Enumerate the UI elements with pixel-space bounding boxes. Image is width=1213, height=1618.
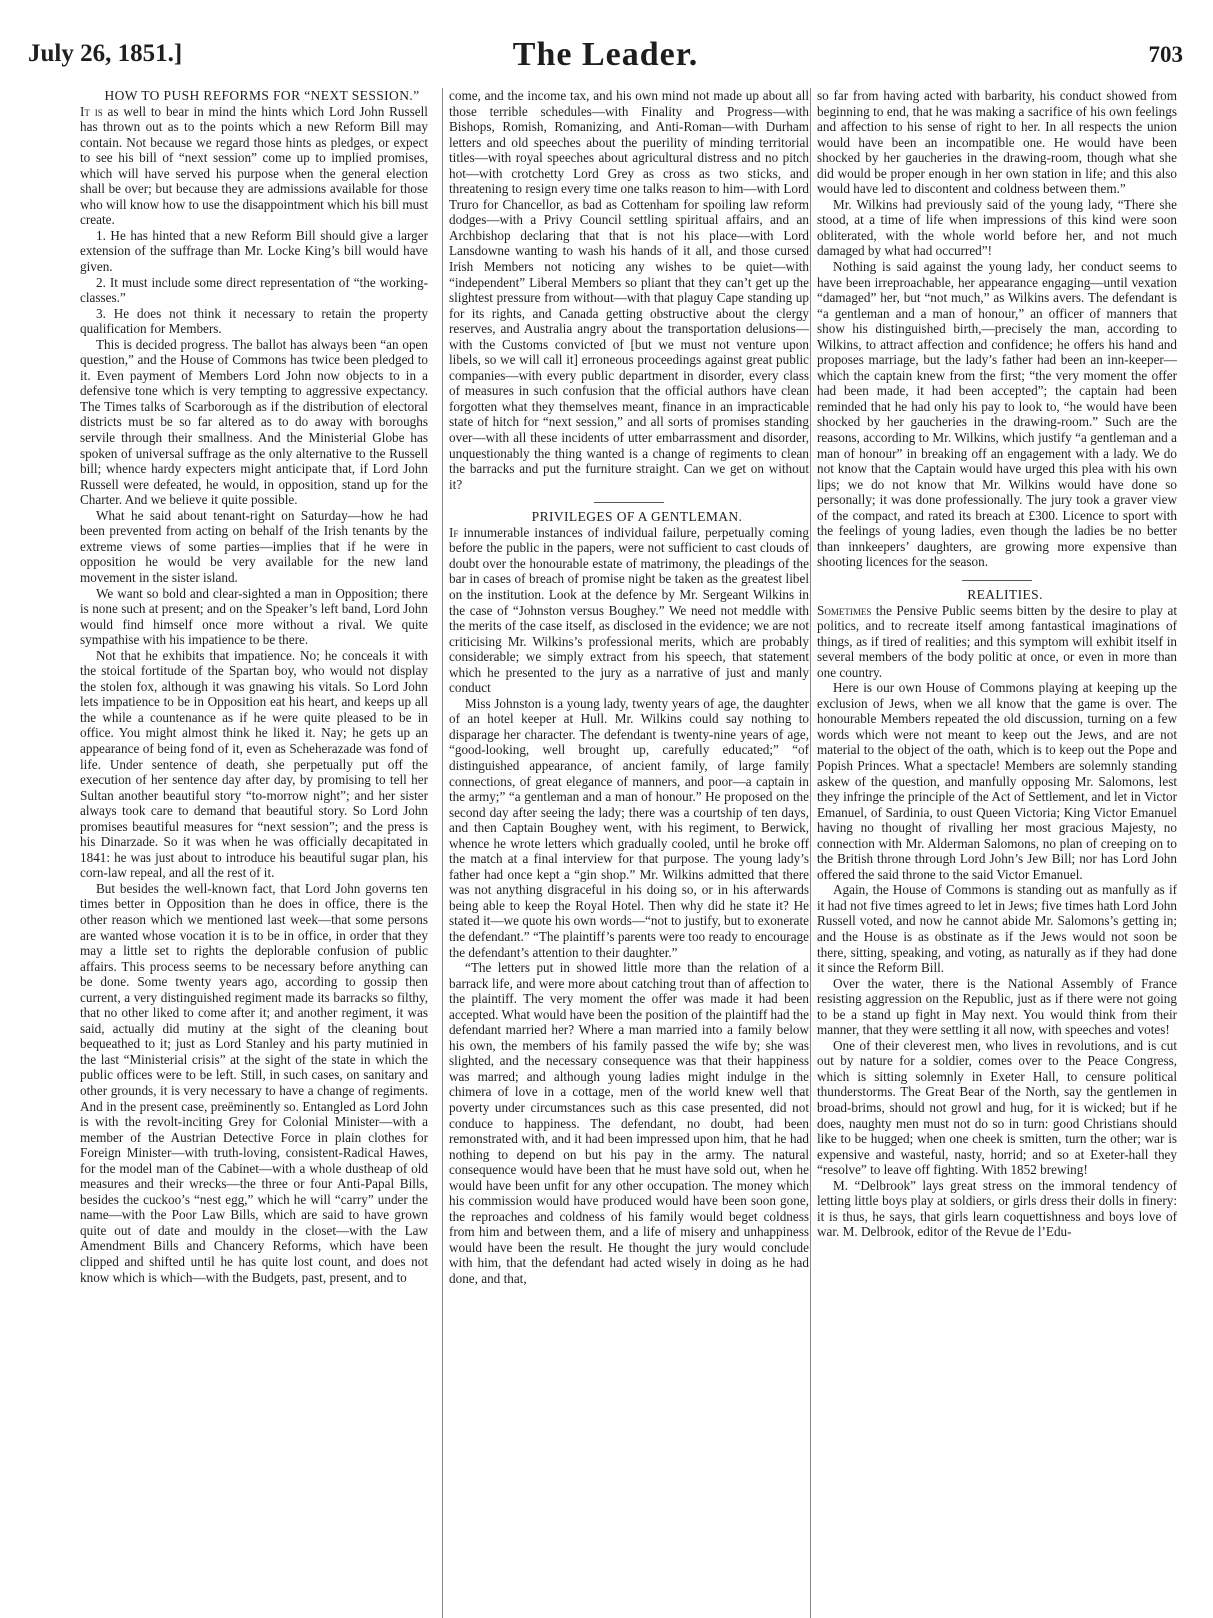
section-divider: [962, 580, 1032, 581]
paragraph: Nothing is said against the young lady, her conduct seems to have been irreproachable, her appearance engaging—until vexation “damaged” her, but “not much,” as Wilkins avers. The defendant is “a gentleman and a man of honour,” an officer of manners that show his distinguished birth,—precisely the man, according to Wilkins, to attract affection and confidence; he offers his hand and proposes marriage, but the lady’s father had been an inn-keeper—which the captain knew from the first; “the very moment the offer had been made, it had been accepted”; the captain had been reminded that he had only his pay to look to, “he would have been shocked by her gaucheries in the drawing-room.” Such are the reasons, according to Mr. Wilkins, which justify “a gentleman and a man of honour” in breaking off an engagement with a lady. We do not know that the Captain would have urged this plea with his own lips; we do not know that Mr. Wilkins would have done so personally; it was done professionally. The jury took a graver view of the compact, and rated its breach at £300. Licence to sport with the feelings of young ladies, even though the ladies be no better than innkeepers’ daughters, are growing more expensive than shooting licences for the season.: [817, 259, 1177, 570]
article-heading: HOW TO PUSH REFORMS FOR “NEXT SESSION.”: [104, 88, 420, 103]
paragraph: M. “Delbrook” lays great stress on the immoral tendency of letting little boys play at soldiers, or girls dress their dolls in finery: it is thus, he says, that girls learn coquettishness and boys love of war. M. Delbrook, editor of the Revue de l’Edu-: [817, 1177, 1177, 1240]
paragraph: But besides the well-known fact, that Lord John governs ten times better in Opposition than he does in office, there is the other reason which we mentioned last week—that some persons are wanted whose vocation it is to be in office, in order that they may a little set to rights the deplorable confusion of public affairs. This process seems to be necessary before anything can be done. Some twenty years ago, according to gossip then current, a very distinguished regiment made its barracks so filthy, that no other liked to come after it; and another regiment, it was said, actually did mutiny at the sight of the cleaning bout bequeathed to it; just as Lord Stanley and his party mutinied in the last “Ministerial crisis” at the sight of the state in which the public offices were to be left. Still, in such cases, on sanitary and other grounds, it is very necessary to have a change of regiments. And in the present case, preëminently so. Entangled as Lord John is with the revolt-inciting Grey for Colonial Minister—with a member of the Austrian Detective Force in plain clothes for Foreign Minister—with truth-loving, consistent-Radical Hawes, for the model man of the Cabinet—with a whole dustheap of old measures and their wrecks—the three or four Anti-Papal Bills, besides the cuckoo’s “nest egg,” which he will “carry” under the name—with the Poor Law Bills, which are said to have grown quite out of date and mouldy in the closet—with the Law Amendment Bills and Chancery Reforms, which have been clipped and shifted until he has quite lost count, and does not know which is which—with the Budgets, past, present, and to: [80, 880, 428, 1285]
article-heading: REALITIES.: [967, 586, 1043, 602]
column-2: [442, 88, 809, 1618]
paragraph: Again, the House of Commons is standing out as manfully as if it had not five times agreed to let in Jews; five times hath Lord John Russell voted, and now he cannot abide Mr. Salomons’s getting in; and the House is as obstinate as if the Jews would not soon be there, sitting, speaking, and voting, as naturally as if they had done it since the Reform Bill.: [817, 882, 1177, 976]
paragraph: Not that he exhibits that impatience. No; he conceals it with the stoical fortitude of the Spartan boy, who would not display the stolen fox, although it was gnawing his vitals. So Lord John lets impatience to be in Opposition eat his heart, and keeps up all the while a countenance as if he were quite pleased to be in office. You might almost think he liked it. Nay; he gets up an appearance of being fond of it, even as Scheherazade was fond of life. Under sentence of death, she perpetually put off the execution of her sentence day after day, by promising to tell her Sultan another beautiful story “to-morrow night”; and her sister always took care to demand that beautiful story. So Lord John promises beautiful measures for “next session”; and the press is his Dinarzade. So it was when he was officially decapitated in 1841: he was just about to introduce his beautiful sugar plan, his corn-law repeal, and all the rest of it.: [80, 647, 428, 881]
list-item: 3. He does not think it necessary to retain the property qualification for Members.: [80, 305, 428, 337]
section-divider: [594, 502, 664, 503]
paragraph: This is decided progress. The ballot has always been “an open question,” and the House of Commons has twice been pledged to it. Even payment of Members Lord John now objects to in a defensive tone which is very tempting to aggressive expectancy. The Times talks of Scarborough as if the distribution of electoral districts must be so far altered as to do away with boroughs servile through their smallness. And the Ministerial Globe has spoken of universal suffrage as the only alternative to the Russell bill; whence hardy expecters might anticipate that, if Lord John Russell were defeated, he would, in opposition, stand up for the Charter. And we believe it quite possible.: [80, 336, 428, 508]
paragraph: If innumerable instances of individual failure, perpetually coming before the public in the papers, were not sufficient to cast clouds of doubt over the honourable estate of matrimony, the pleadings of the bar in cases of breach of promise night be taken as the greatest libel on the institution. Look at the defence by Mr. Sergeant Wilkins in the case of “Johnston versus Boughey.” We need not meddle with the merits of the case itself, as disclosed in the evidence; we are not criticising Mr. Wilkins’s professional merits, which are probably considerable; we simply extract from his speech, that statement which he presented to the jury as a narrative of just and manly conduct: [449, 524, 809, 696]
list-item: 2. It must include some direct representation of “the working-classes.”: [80, 274, 428, 306]
lead-in: It is: [80, 103, 103, 119]
paragraph: come, and the income tax, and his own mind not made up about all those terrible schedules—with Finality and Progress—with Bishops, Romish, Romanizing, and Anti-Roman—with Durham letters and old speeches about the puerility of minding territorial titles—with royal speeches about agricultural distress and no pitch hot—with crotchetty Lord Grey as cross as two sticks, and threatening to resign every time one talks reason to him—with Lord Truro for Chancellor, as bad as Cottenham for spoiling law reform dodges—with a Privy Council settling spiritual affairs, and an Archbishop declaring that that is not his place—with Lord Lansdowne wanting to wash his hands of it all, and those cursed Irish Members not noticing any wishes to be quiet—with “independent” Liberal Members so pliant that they can’t get up the slightest pressure from without—with that plaguy Cape standing up for its rights, and Canada getting obstructive about the clergy reserves, and Australia angry about the transportation delusions—with the Customs convicted of [but we must not venture upon libels, so we will call it] erroneous proceedings against great public companies—with every public department in disorder, every class of measures in such confusion that the official authors have clean forgotten what they themselves meant, finance in an impracticable state of hitch for “next session,” and all sorts of promises standing over—with all these incidents of utter embarrassment and disorder, unquestionably the thing wanted is a change of regiments to clean the barracks and put the furniture straight. Can we get on without it?: [449, 88, 809, 492]
column-1: [80, 88, 428, 1618]
quoted-paragraph: “The letters put in showed little more than the relation of a barrack life, and were more about catching trout than of affection to the plaintiff. The very moment the offer was made it had been accepted. What would have been the position of the plaintiff had the defendant married her? Where a man married into a family below his own, the members of his family passed the wife by; she was slighted, and the necessary consequence was that their happiness was marred; and although young ladies might indulge in the chimera of love in a cottage, men of the world knew well that poverty under circumstances such as this case presented, did not conduce to happiness. The defendant, no doubt, had been remonstrated with, and it had been impressed upon him, that he had nothing to depend on but his pay in the army. The natural consequence would have been that he must have sold out, when he would have been unfit for any other occupation. The money which his commission would have produced would have been soon gone, the reproaches and coldness of his family would beget coldness from him and between them, and a life of misery and unhappiness would have been the result. He thought the jury would conclude with him, that the defendant had acted wisely in doing as he had done, and that,: [449, 960, 809, 1287]
lead-in: If: [449, 524, 459, 540]
paragraph: Over the water, there is the National Assembly of France resisting aggression on the Republic, just as if there were not going to be a stand up fight in May next. You would think from their manner, that they were settling it all now, with speeches and votes!: [817, 975, 1177, 1038]
masthead-title: The Leader.: [512, 36, 699, 73]
paragraph: Here is our own House of Commons playing at keeping up the exclusion of Jews, when we all know that the game is over. The honourable Members repeated the old discussion, turning on a few words which were not meant to keep out the Jews, and are not material to the object of the oath, which is to keep out the Pope and Popish Princes. What a spectacle! Members are solemnly standing askew of the question, and manfully opposing Mr. Salomons, lest they infringe the principle of the Act of Settlement, and let in Victor Emanuel, of Sardinia, to oust Queen Victoria; King Victor Emanuel having no thought of rivalling her most gracious Majesty, no connection with Mr. Alderman Salomons, no plan of creeping on to the British throne through Lord John’s Jew Bill; nor has Lord John offered the said throne to the said Victor Emanuel.: [817, 680, 1177, 882]
page-header: [28, 36, 1183, 80]
page-number: 703: [1148, 42, 1183, 67]
issue-date: July 26, 1851.]: [28, 40, 183, 67]
paragraph: One of their cleverest men, who lives in revolutions, and is cut out by nature for a soldier, comes over to the Peace Congress, which is sitting solemnly in Exeter Hall, to censure political thunderstorms. The Great Bear of the North, say the gentlemen in broad-brims, should not growl and hug, for it is wicked; but if he does, naughty men must not do so in turn: good Christians should like to be hugged; when one cheek is smitten, turn the other; war is expensive and wasteful, nasty, horrid; and so at Exeter-hall they “resolve” to leave off fighting. With 1852 brewing!: [817, 1037, 1177, 1178]
paragraph: Miss Johnston is a young lady, twenty years of age, the daughter of an hotel keeper at Hull. Mr. Wilkins could say nothing to disparage her character. The defendant is twenty-nine years of age, “good-looking, well brought up, carefully educated;” “of distinguished appearance, of ancient family, of large family connections, of great elegance of manners, and poor—a captain in the army;” “a gentleman and a man of honour.” He proposed on the second day after seeing the lady; there was a courtship of ten days, and then Captain Boughey went, with his regiment, to Berwick, whence he wrote letters which gradually cooled, until he broke off the match at a final interview for that purpose. The young lady’s father had once kept a “gin shop.” Mr. Wilkins admitted that there was not anything disgraceful in his doing so, or in his afterwards being able to keep the Royal Hotel. Then why did he state it? He stated it—we quote his own words—“not to justify, but to exonerate the defendant.” “The plaintiff’s parents were too ready to encourage the defendant’s attention to their daughter.”: [449, 695, 809, 960]
paragraph: Sometimes the Pensive Public seems bitten by the desire to play at politics, and to recreate itself among fantastical imaginations of things, as if tired of realities; and this symptom will exhibit itself in several members of the body politic at once, or even in more than one country.: [817, 602, 1177, 680]
article-heading: PRIVILEGES OF A GENTLEMAN.: [531, 509, 743, 525]
paragraph: Mr. Wilkins had previously said of the young lady, “There she stood, at a time of life when impressions of this kind were soon obliterated, with the whole world before her, and not much damaged by what had occurred”!: [817, 196, 1177, 259]
paragraph: It is as well to bear in mind the hints which Lord John Russell has thrown out as to the points which a new Reform Bill may contain. Not because we regard those hints as pledges, or expect to see his bill of “next session” come up to implied promises, which will have served his purpose when the general election shall be over; but because they are admissions available for those who will know how to use the disappointment which his bill must create.: [80, 103, 428, 228]
column-3: [810, 88, 1177, 1618]
paragraph: What he said about tenant-right on Saturday—how he had been prevented from acting on behalf of the Irish tenants by the extreme views of some parties—implies that if he were in opposition he would be very available for the new land movement in the sister island.: [80, 507, 428, 585]
paragraph: We want so bold and clear-sighted a man in Opposition; there is none such at present; and on the Speaker’s left band, Lord John would find himself once more without a rival. We quite sympathise with his impatience to be there.: [80, 585, 428, 648]
paragraph: so far from having acted with barbarity, his conduct showed from beginning to end, that he was making a sacrifice of his own feelings and affection to his sense of right to her. In all respects the union would have been an incompatible one. He would have been shocked by her gaucheries in the drawing-room, though what she did would be proper enough in her own station in life; and this also would have led to discontent and coldness between them.”: [817, 88, 1177, 197]
lead-in: Sometimes: [817, 602, 872, 618]
list-item: 1. He has hinted that a new Reform Bill should give a larger extension of the suffrage than Mr. Locke King’s bill would have given.: [80, 227, 428, 275]
